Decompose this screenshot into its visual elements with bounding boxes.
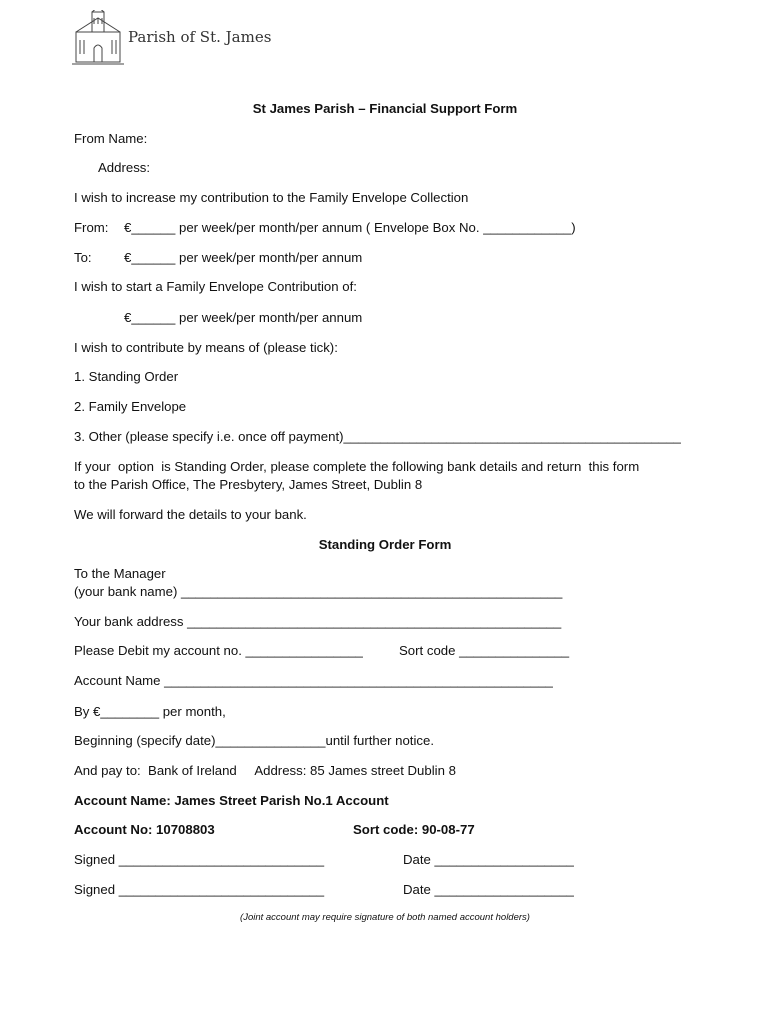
signature-field-1[interactable]: Signed ____________________________ xyxy=(74,852,325,867)
parish-name: Parish of St. James xyxy=(128,28,272,46)
bank-address-field[interactable]: Your bank address ___________________________________________________ xyxy=(74,614,562,629)
payee-account-name: Account Name: James Street Parish No.1 Account xyxy=(74,793,389,808)
signature-field-2[interactable]: Signed ____________________________ xyxy=(74,882,325,897)
bank-name-field[interactable]: (your bank name) ____________________________________________________ xyxy=(74,584,563,599)
date-field-1[interactable]: Date ___________________ xyxy=(403,852,574,867)
joint-account-note: (Joint account may require signature of both named account holders) xyxy=(240,912,530,923)
payee-account-no: Account No: 10708803 xyxy=(74,822,215,837)
to-amount-field[interactable]: €______ per week/per month/per annum xyxy=(124,250,363,265)
account-name-field[interactable]: Account Name _____________________________________________________ xyxy=(74,673,553,688)
standing-order-note-line-1: If your option is Standing Order, please complete the following bank details and return this form xyxy=(74,459,640,474)
from-label: From: xyxy=(74,220,109,235)
date-field-2[interactable]: Date ___________________ xyxy=(403,882,574,897)
means-heading: I wish to contribute by means of (please tick): xyxy=(74,340,338,355)
payee-sort-code: Sort code: 90-08-77 xyxy=(353,822,475,837)
pay-to-line: And pay to: Bank of Ireland Address: 85 James street Dublin 8 xyxy=(74,763,456,778)
beginning-date-field[interactable]: Beginning (specify date)_______________until further notice. xyxy=(74,733,434,748)
standing-order-title: Standing Order Form xyxy=(318,537,452,552)
form-title: St James Parish – Financial Support Form xyxy=(252,101,518,116)
from-name-label: From Name: xyxy=(74,131,148,146)
debit-account-field[interactable]: Please Debit my account no. ________________ xyxy=(74,643,363,658)
option-family-envelope[interactable]: 2. Family Envelope xyxy=(74,399,187,414)
from-amount-field[interactable]: €______ per week/per month/per annum ( Envelope Box No. ____________) xyxy=(124,220,576,235)
forward-note: We will forward the details to your bank. xyxy=(74,507,307,522)
by-amount-field[interactable]: By €________ per month, xyxy=(74,704,226,719)
church-icon xyxy=(72,10,124,66)
start-amount-field[interactable]: €______ per week/per month/per annum xyxy=(124,310,363,325)
standing-order-note-line-2: to the Parish Office, The Presbytery, James Street, Dublin 8 xyxy=(74,477,423,492)
start-heading: I wish to start a Family Envelope Contribution of: xyxy=(74,279,357,294)
address-label: Address: xyxy=(98,160,151,175)
increase-heading: I wish to increase my contribution to the Family Envelope Collection xyxy=(74,190,469,205)
option-standing-order[interactable]: 1. Standing Order xyxy=(74,369,179,384)
to-manager-label: To the Manager xyxy=(74,566,166,581)
to-label: To: xyxy=(74,250,92,265)
sort-code-field[interactable]: Sort code _______________ xyxy=(399,643,570,658)
option-other[interactable]: 3. Other (please specify i.e. once off payment)______________________________________________ xyxy=(74,429,681,444)
